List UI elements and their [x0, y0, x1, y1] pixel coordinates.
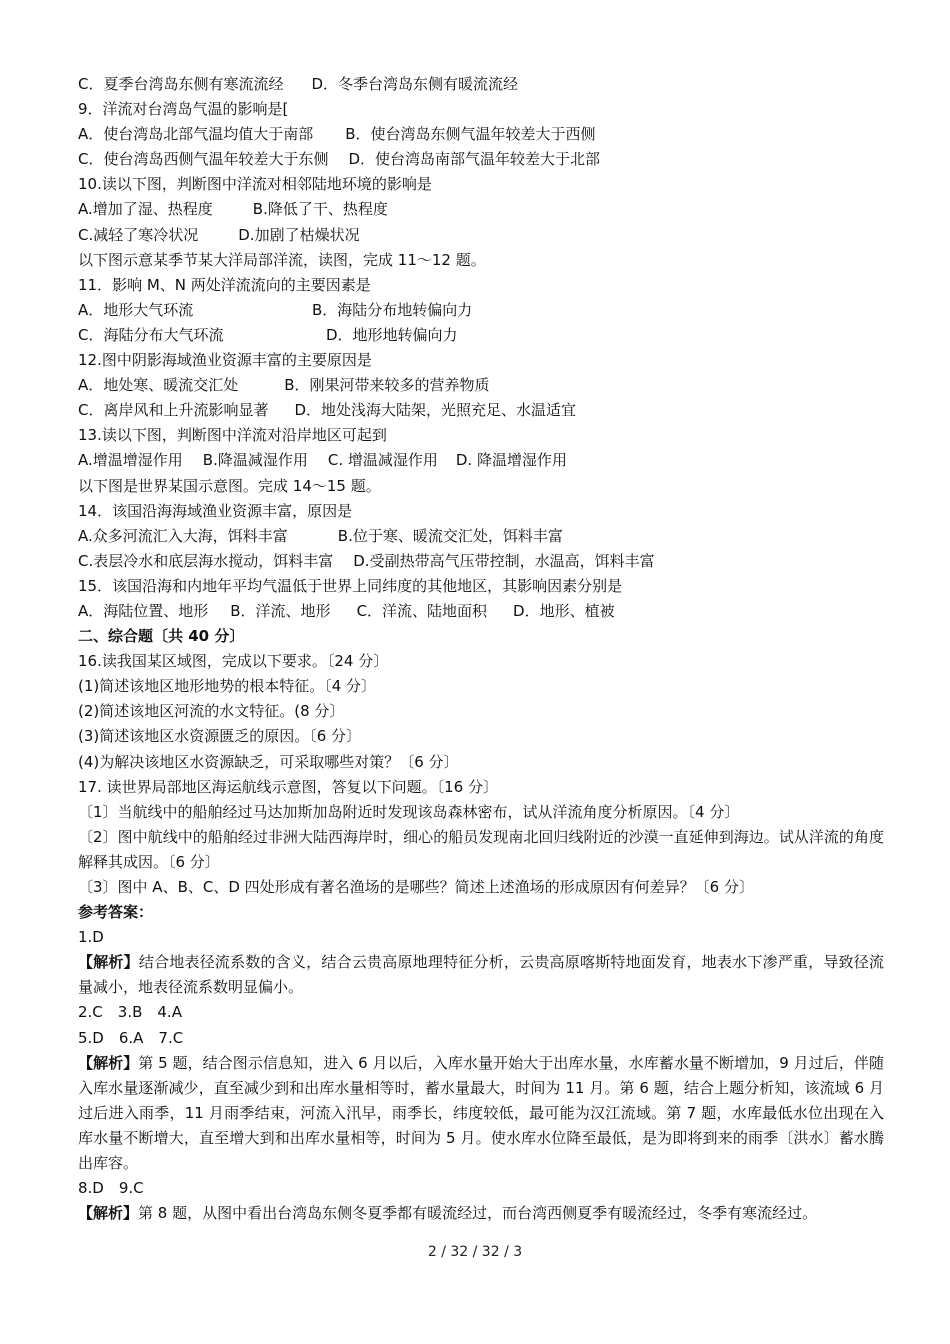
option-q10-a: A.增加了湿、热程度 [78, 200, 213, 219]
question-9-options-ab [78, 122, 884, 147]
option-q13-d: D. 降温增湿作用 [455, 451, 567, 470]
answers-5-7-explanation [78, 1051, 884, 1176]
question-10: 10.读以下图，判断图中洋流对相邻陆地环境的影响是 [78, 175, 432, 194]
option-q11-d: D．地形地转偏向力 [326, 325, 458, 344]
option-q9-d: D．使台湾岛南部气温年较差大于北部 [348, 150, 601, 169]
option-q11-c: C．海陆分布大气环流 [78, 325, 224, 344]
question-15-options [78, 599, 884, 624]
option-q14-c: C.表层冷水和底层海水搅动，饵料丰富 [78, 551, 334, 570]
question-17: 17. 读世界局部地区海运航线示意图，答复以下问题。〔16 分〕 [78, 777, 498, 796]
answers-heading: 参考答案： [78, 903, 154, 922]
question-12-options-cd [78, 398, 884, 423]
question-13-options [78, 448, 884, 473]
option-q12-a: A．地处寒、暖流交汇处 [78, 376, 239, 395]
option-q13-c: C. 增温减湿作用 [327, 451, 438, 470]
question-11-options-ab [78, 298, 884, 323]
page-number: 2 / 32 / 32 / 3 [427, 1244, 523, 1260]
option-q14-b: B.位于寒、暖流交汇处，饵料丰富 [337, 526, 563, 545]
intro-questions-14-15: 以下图是世界某国示意图。完成 14～15 题。 [78, 476, 381, 495]
question-17-part-1: 〔1〕当航线中的船舶经过马达加斯加岛附近时发现该岛森林密布，试从洋流角度分析原因。〔4 分〕 [78, 802, 740, 821]
question-16-part-1: (1)简述该地区地形地势的根本特征。〔4 分〕 [78, 677, 377, 696]
explanation-label: 【解析】 [78, 1204, 139, 1223]
option-q10-b: B.降低了干、热程度 [252, 200, 388, 219]
option-q15-c: C．洋流、陆地面积 [356, 601, 488, 620]
explanation-text: 第 5 题，结合图示信息知，进入 6 月以后，入库水量开始大于出库水量，水库蓄水量不断增加，9 月过后，伴随入库水量逐渐减少，直至减少到和出库水量相等时，蓄水量最大，时间为 11 月。第 6 题，结合上题分析知，该流域 6 月过后进入雨季，11 月雨季结束，河流入汛早，雨季长，纬度较低，最可能为汉江流域。第 7 题，水库最低水位出现在入库水量不断增大，直至增大到和出库水量相等，时间为 5 月。使水库水位降至最低，是为即将到来的雨季〔洪水〕蓄水腾出库容。 [78, 1053, 884, 1173]
question-15: 15．该国沿海和内地年平均气温低于世界上同纬度的其他地区，其影响因素分别是 [78, 576, 623, 595]
question-10-options-ab [78, 197, 884, 222]
question-9-options-cd [78, 147, 884, 172]
option-q12-b: B．刚果河带来较多的营养物质 [284, 376, 490, 395]
option-q13-a: A.增温增湿作用 [78, 451, 183, 470]
option-q8-d: D．冬季台湾岛东侧有暖流流经 [311, 75, 519, 93]
section-2-heading: 二、综合题〔共 40 分〕 [78, 627, 245, 646]
option-q11-b: B．海陆分布地转偏向力 [312, 300, 473, 319]
option-q15-a: A．海陆位置、地形 [78, 601, 209, 620]
question-12: 12.图中阴影海域渔业资源丰富的主要原因是 [78, 351, 372, 370]
option-q12-d: D．地处浅海大陆架，光照充足、水温适宜 [294, 401, 577, 420]
option-q15-d: D．地形、植被 [513, 601, 615, 620]
explanation-text: 结合地表径流系数的含义，结合云贵高原地理特征分析，云贵高原喀斯特地面发育，地表水下渗严重，导致径流量减小，地表径流系数明显偏小。 [78, 953, 884, 997]
question-16-part-2: (2)简述该地区河流的水文特征。(8 分〕 [78, 702, 345, 721]
option-q14-d: D.受副热带高气压带控制，水温高，饵料丰富 [353, 551, 655, 570]
question-11-options-cd [78, 323, 884, 348]
option-q8-c: C．夏季台湾岛东侧有寒流流经 [78, 75, 284, 93]
question-9: 9．洋流对台湾岛气温的影响是[ [78, 100, 289, 119]
explanation-label: 【解析】 [78, 1053, 139, 1072]
option-q10-d: D.加剧了枯燥状况 [238, 225, 360, 244]
explanation-label: 【解析】 [78, 953, 139, 972]
option-q9-b: B．使台湾岛东侧气温年较差大于西侧 [345, 125, 596, 144]
question-17-part-3: 〔3〕图中 A、B、C、D 四处形成有著名渔场的是哪些？简述上述渔场的形成原因有何差异？〔6 分〕 [78, 878, 754, 896]
question-10-options-cd [78, 223, 884, 248]
question-17-part-2: 〔2〕图中航线中的船舶经过非洲大陆西海岸时，细心的船员发现南北回归线附近的沙漠一直延伸到海边。试从洋流的角度解释其成因。〔6 分〕 [78, 827, 884, 871]
option-q10-c: C.减轻了寒冷状况 [78, 225, 199, 244]
answers-8-9-explanation [78, 1201, 884, 1226]
answer-1: 1.D [78, 928, 104, 947]
explanation-text: 第 8 题，从图中看出台湾岛东侧冬夏季都有暖流经过，而台湾西侧夏季有暖流经过，冬季有寒流经过。 [138, 1204, 818, 1223]
intro-questions-11-12: 以下图示意某季节某大洋局部洋流，读图，完成 11～12 题。 [78, 250, 486, 269]
option-q13-b: B.降温减湿作用 [202, 451, 308, 470]
answer-1-explanation [78, 950, 884, 1000]
answers-8-9: 8.D 9.C [78, 1179, 144, 1198]
answers-2-4: 2.C 3.B 4.A [78, 1003, 182, 1022]
question-16-part-3: (3)简述该地区水资源匮乏的原因。〔6 分〕 [78, 727, 362, 746]
question-8-options-cd [78, 72, 884, 97]
option-q15-b: B．洋流、地形 [230, 601, 331, 620]
question-16: 16.读我国某区域图，完成以下要求。〔24 分〕 [78, 652, 389, 671]
option-q14-a: A.众多河流汇入大海，饵料丰富 [78, 526, 288, 545]
question-11: 11．影响 M、N 两处洋流流向的主要因素是 [78, 275, 371, 294]
answers-5-7: 5.D 6.A 7.C [78, 1028, 184, 1047]
option-q9-c: C．使台湾岛西侧气温年较差大于东侧 [78, 150, 329, 169]
option-q12-c: C．离岸风和上升流影响显著 [78, 401, 269, 420]
question-12-options-ab [78, 373, 884, 398]
option-q11-a: A．地形大气环流 [78, 300, 194, 319]
question-14: 14．该国沿海海域渔业资源丰富，原因是 [78, 501, 353, 520]
question-14-options-cd [78, 549, 884, 574]
question-16-part-4: (4)为解决该地区水资源缺乏，可采取哪些对策？〔6 分〕 [78, 752, 459, 771]
question-14-options-ab [78, 524, 884, 549]
option-q9-a: A．使台湾岛北部气温均值大于南部 [78, 125, 314, 144]
question-13: 13.读以下图，判断图中洋流对沿岸地区可起到 [78, 426, 387, 445]
document-body [78, 72, 884, 1226]
